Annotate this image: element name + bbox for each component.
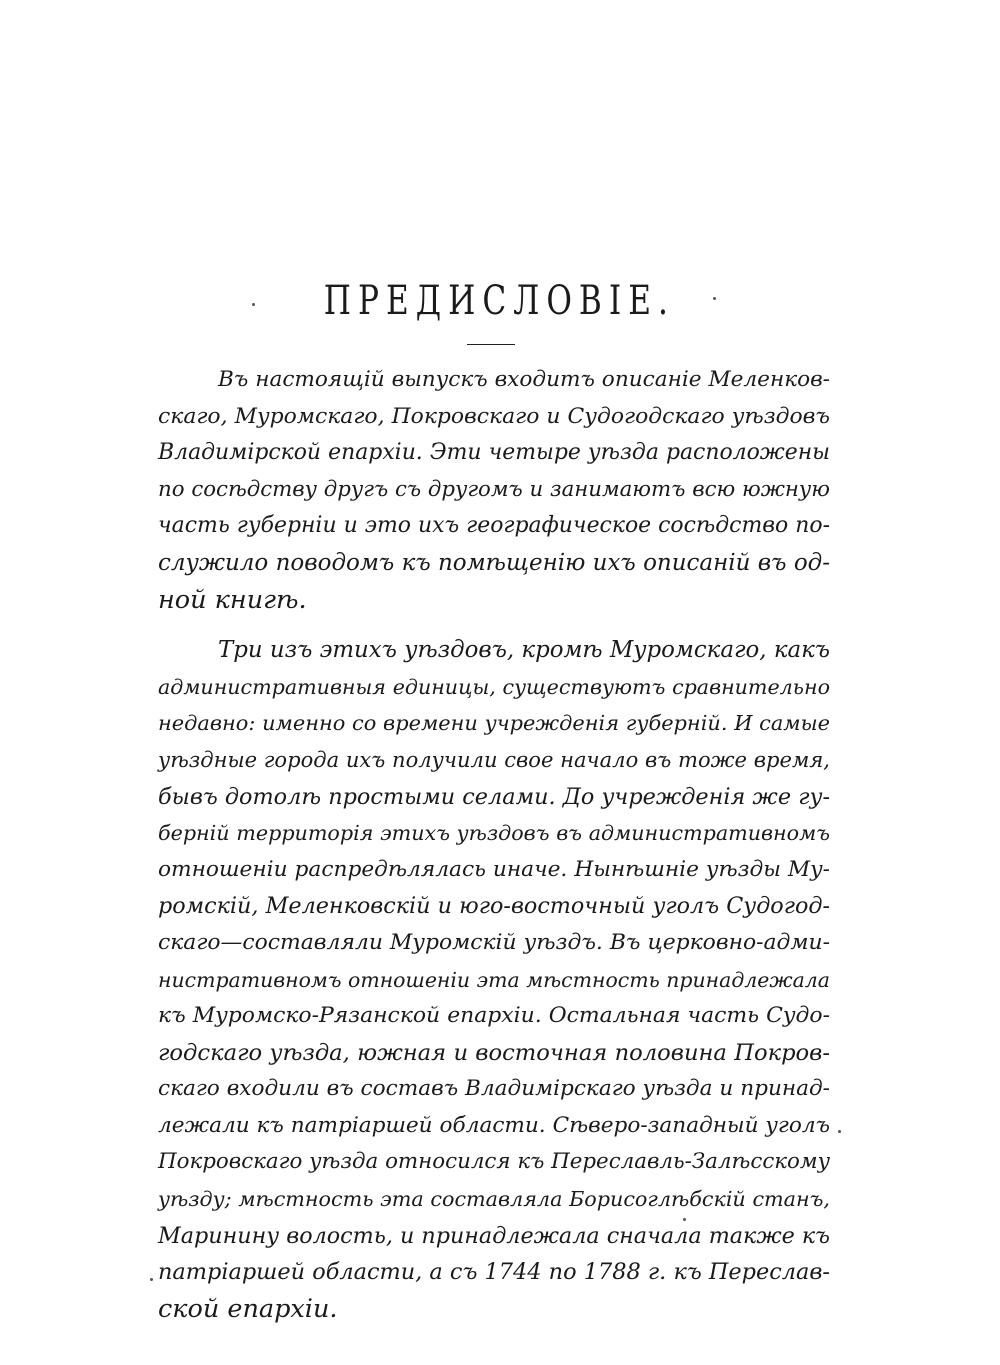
text-line: годскаго уѣзда, южная и восточная половина Покров-: [158, 1039, 830, 1066]
text-line: берній территорія этихъ уѣздовъ въ административномъ: [158, 821, 830, 846]
text-line: ной книгѣ.: [158, 584, 307, 615]
paragraph-2: [158, 632, 830, 1327]
text-line: недавно: именно со времени учрежденія губерній. И самые: [158, 711, 830, 736]
text-line: нистративномъ отношеніи эта мѣстность принадлежала: [158, 967, 830, 992]
text-line: Три изъ этихъ уѣздовъ, кромѣ Муромскаго, какъ: [218, 637, 830, 664]
text-line: скаго входили въ составъ Владимірскаго уѣзда и принад-: [158, 1076, 830, 1102]
text-line: служило поводомъ къ помѣщенію ихъ описаній въ од-: [158, 549, 830, 576]
text-line: Покровскаго уѣзда относился къ Переславль-Залѣсскому: [158, 1149, 830, 1175]
scan-speck: [713, 297, 716, 300]
paragraph-1: [158, 362, 830, 618]
text-line: Маринину волость, и принадлежала сначала также къ: [158, 1222, 830, 1249]
text-line: по сосѣдству другъ съ другомъ и занимаютъ всю южную: [158, 476, 830, 502]
text-line: уѣзду; мѣстность эта составляла Борисоглѣбскій станъ,: [158, 1187, 830, 1212]
text-line: ромскій, Меленковскій и юго-восточный уголъ Судогод-: [158, 893, 830, 920]
preface-text: [158, 362, 830, 1327]
text-line: къ Муромско-Рязанской епархіи. Остальная часть Судо-: [158, 1003, 830, 1029]
scan-speck: [838, 1130, 841, 1133]
scan-speck: [150, 1278, 153, 1281]
scan-speck: [252, 303, 255, 306]
paragraph-gap: [158, 618, 830, 632]
text-line: Владимірской епархіи. Эти четыре уѣзда расположены: [158, 440, 830, 466]
page-title: ПРЕДИСЛОВІЕ.: [323, 278, 675, 324]
scan-speck: [683, 1218, 686, 1221]
text-line: Въ настоящій выпускъ входитъ описаніе Меленков-: [218, 367, 830, 392]
text-line: ской епархіи.: [158, 1293, 338, 1324]
text-line: отношеніи распредѣлялась иначе. Нынѣшніе уѣзды Му-: [158, 856, 830, 882]
title-rule: [467, 344, 515, 345]
text-line: часть губерніи и это ихъ географическое сосѣдство по-: [158, 513, 830, 539]
text-line: уѣздные города ихъ получили свое начало въ тоже время,: [158, 746, 830, 772]
text-line: патріаршей области, а съ 1744 по 1788 г. къ Переслав-: [158, 1259, 830, 1286]
text-line: административныя единицы, существуютъ сравнительно: [158, 674, 830, 699]
text-line: лежали къ патріаршей области. Сѣверо-западный уголъ: [158, 1112, 830, 1138]
text-line: скаго—составляли Муромскій уѣздъ. Въ церковно-адми-: [158, 929, 830, 955]
text-line: скаго, Муромскаго, Покровскаго и Судогодскаго уѣздовъ: [158, 403, 830, 429]
text-line: бывъ дотолѣ простыми селами. До учрежденія же гу-: [158, 783, 830, 810]
